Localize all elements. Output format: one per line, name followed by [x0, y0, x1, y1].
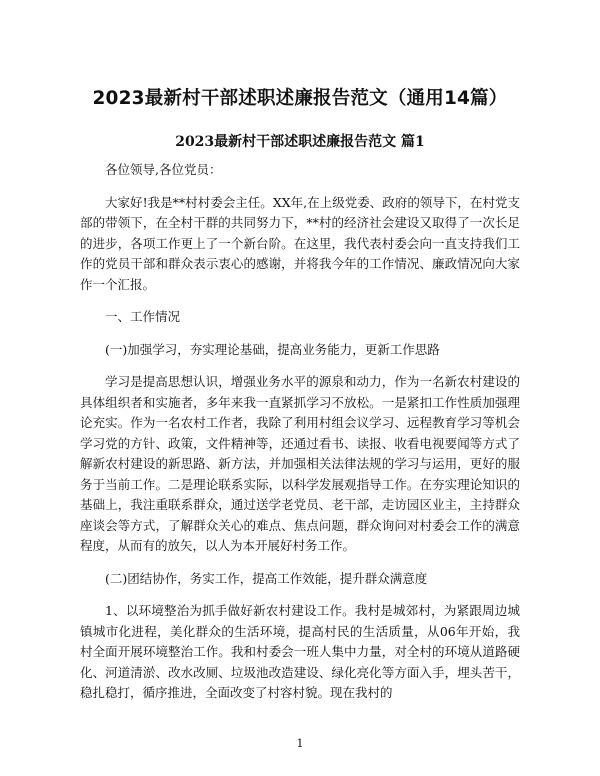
heading-work-situation: 一、工作情况: [105, 309, 181, 324]
subheading-cooperation: (二)团结协作，务实工作，提高工作效能，提升群众满意度: [105, 570, 428, 586]
study-paragraph: 学习是提高思想认识，增强业务水平的源泉和动力，作为一名新农村建设的具体组织者和实施者，多年来我一直紧抓学习不放松。一是紧扣工作性质加强理论充实。作为一名农村工作者，我除了利用村组会议学习、远程教育学习等机会学习党的方针、政策，文件精神等，还通过看书、读报、收看电视要闻等方式了解新农村建设的新思路、新方法，并加强相关法律法规的学习与运用，更好的服务于当前工作。二是理论联系实际，以科学发展观指导工作。在夯实理论知识的基础上，我注重联系群众，通过送学老党员、老干部，走访园区业主，主持群众座谈会等方式，了解群众关心的难点、焦点问题，群众询问对村委会工作的满意程度，从而有的放矢，以人为本开展好村务工作。: [80, 374, 520, 553]
opening-paragraph: 大家好!我是**村村委会主任。XX年,在上级党委、政府的领导下，在村党支部的带领下，在全村干群的共同努力下，**村的经济社会建设又取得了一次长足的进步，各项工作更上了一个新台阶。在这里，我代表村委会向一直支持我们工作的党员干部和群众表示衷心的感谢，并将我今年的工作情况、廉政情况向大家作一个汇报。: [80, 194, 520, 292]
page-number: 1: [296, 737, 304, 750]
environment-paragraph: 1、以环境整治为抓手做好新农村建设工作。我村是城郊村，为紧跟周边城镇城市化进程，美化群众的生活环境，提高村民的生活质量，从06年开始，我村全面开展环境整治工作。我和村委会一班人集中力量，对全村的环境从道路硬化、河道清淤、改水改厕、垃圾池改造建设、绿化亮化等方面入手，埋头苦干，稳扎稳打，循序推进，全面改变了村容村貌。现在我村的: [80, 603, 520, 700]
salutation-paragraph: 各位领导,各位党员：: [105, 162, 222, 177]
document-body: [80, 160, 520, 716]
section-title: 2023最新村干部述职述廉报告范文 篇1: [175, 134, 425, 150]
subheading-study: (一)加强学习，夯实理论基础，提高业务能力，更新工作思路: [105, 341, 440, 357]
document-title: 2023最新村干部述职述廉报告范文（通用14篇）: [92, 88, 508, 109]
